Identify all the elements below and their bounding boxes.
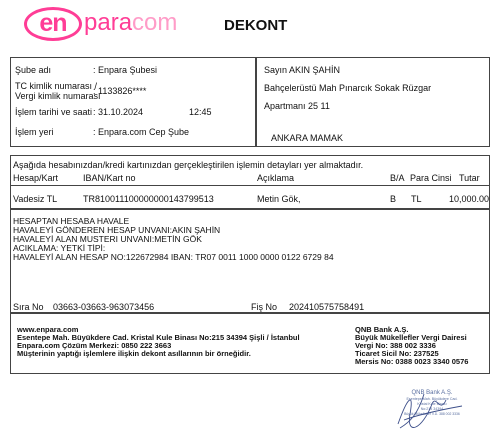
detail-line: ACIKLAMA: YETKİ TİPİ:: [13, 243, 106, 253]
customer-address-line1: Bahçelerüstü Mah Pınarcık Sokak Rüzgar: [264, 83, 432, 93]
sira-no-value: 03663-03663-963073456: [53, 302, 155, 312]
row-ba: B: [390, 194, 397, 204]
stamp-line: Kristal Kule Binası: [417, 402, 447, 406]
row-description: Metin Gök,: [257, 194, 301, 204]
branch-label: Şube adı: [15, 65, 52, 75]
tc-label-line2: Vergi kimlik numarası: [15, 91, 101, 101]
footer-tax-office: Büyük Mükellefler Vergi Dairesi: [355, 333, 467, 342]
customer-address-box: [256, 57, 490, 147]
detail-line: HESAPTAN HESABA HAVALE: [13, 216, 130, 226]
logo-para-text: para: [84, 9, 133, 36]
logo-com-text: com: [132, 9, 178, 36]
transaction-box: [10, 155, 490, 209]
fis-no-label: Fiş No: [251, 302, 278, 312]
stamp-line: No:215 34394: [420, 407, 444, 411]
stamp-line: Büyük Mükellefler V.D. 388 002 3336: [404, 412, 460, 416]
row-account: Vadesiz TL: [13, 194, 58, 204]
document-title: DEKONT: [224, 17, 288, 34]
enpara-logo: [24, 7, 177, 41]
tc-value: : 1133826****: [93, 86, 147, 96]
sira-no-label: Sıra No: [13, 302, 44, 312]
date-value: : 31.10.2024: [93, 107, 144, 117]
footer-mersis-no: Mersis No: 0388 0023 3340 0576: [355, 357, 469, 366]
fis-no-value: 202410575758491: [289, 302, 365, 312]
date-label: İşlem tarihi ve saati: [15, 107, 93, 117]
tc-label-line1: TC kimlik numarası /: [15, 81, 98, 91]
stamp-line: QNB Bank A.Ş.: [411, 390, 453, 396]
branch-info-box: [10, 57, 256, 147]
footer-support: Enpara.com Çözüm Merkezi: 0850 222 3663: [17, 341, 172, 350]
logo-en-text: en: [39, 8, 67, 37]
footer-address: Esentepe Mah. Büyükdere Cad. Kristal Kule Binası No:215 34394 Şişli / İstanbul: [17, 333, 300, 342]
place-label: İşlem yeri: [15, 127, 54, 137]
header-currency: Para Cinsi: [410, 173, 452, 183]
customer-name: Sayın AKIN ŞAHİN: [264, 65, 341, 75]
bank-stamp-signature: [380, 384, 484, 436]
row-iban: TR810011100000000143799513: [83, 194, 214, 204]
row-currency: TL: [411, 194, 422, 204]
header-amount: Tutar: [459, 173, 480, 183]
stamp-line: Esentepe Mah. Büyükdere Cad.: [406, 397, 458, 401]
branch-value: : Enpara Şubesi: [93, 65, 158, 75]
footer-tax-no: Vergi No: 388 002 3336: [355, 341, 436, 350]
footer-note: Müşterinin yaptığı işlemlere ilişkin dekont asıllarının bir örneğidir.: [17, 349, 251, 358]
transaction-intro: Aşağıda hesabınızdan/kredi kartınızdan gerçekleştirilen işlemin detayları yer almaktadır.: [13, 160, 364, 170]
header-description: Açıklama: [257, 173, 295, 183]
header-ba: B/A: [390, 173, 405, 183]
detail-line: HAVALEYİ ALAN MUSTERI UNVANI:METİN GÖK: [13, 234, 202, 244]
customer-address-line2: Apartmanı 25 11: [264, 101, 330, 111]
header-account: Hesap/Kart: [13, 173, 59, 183]
place-value: : Enpara.com Cep Şube: [93, 127, 190, 137]
transaction-details-box: [10, 209, 490, 313]
footer-box: [10, 313, 490, 374]
detail-line: HAVALEYİ ALAN HESAP NO:122672984 IBAN: TR07 0011 1000 0000 0122 6729 84: [13, 252, 334, 262]
header-iban: IBAN/Kart no: [83, 173, 136, 183]
table-header-divider: [11, 185, 489, 186]
footer-trade-no: Ticaret Sicil No: 237525: [355, 349, 439, 358]
time-value: 12:45: [189, 107, 212, 117]
logo-badge: [24, 7, 82, 41]
row-amount: 10,000.00: [449, 194, 490, 204]
footer-website: www.enpara.com: [17, 325, 79, 334]
footer-bank-name: QNB Bank A.Ş.: [355, 325, 409, 334]
customer-city: ANKARA MAMAK: [271, 133, 344, 143]
detail-line: HAVALEYİ GÖNDEREN HESAP UNVANI:AKIN ŞAHİN: [13, 225, 221, 235]
